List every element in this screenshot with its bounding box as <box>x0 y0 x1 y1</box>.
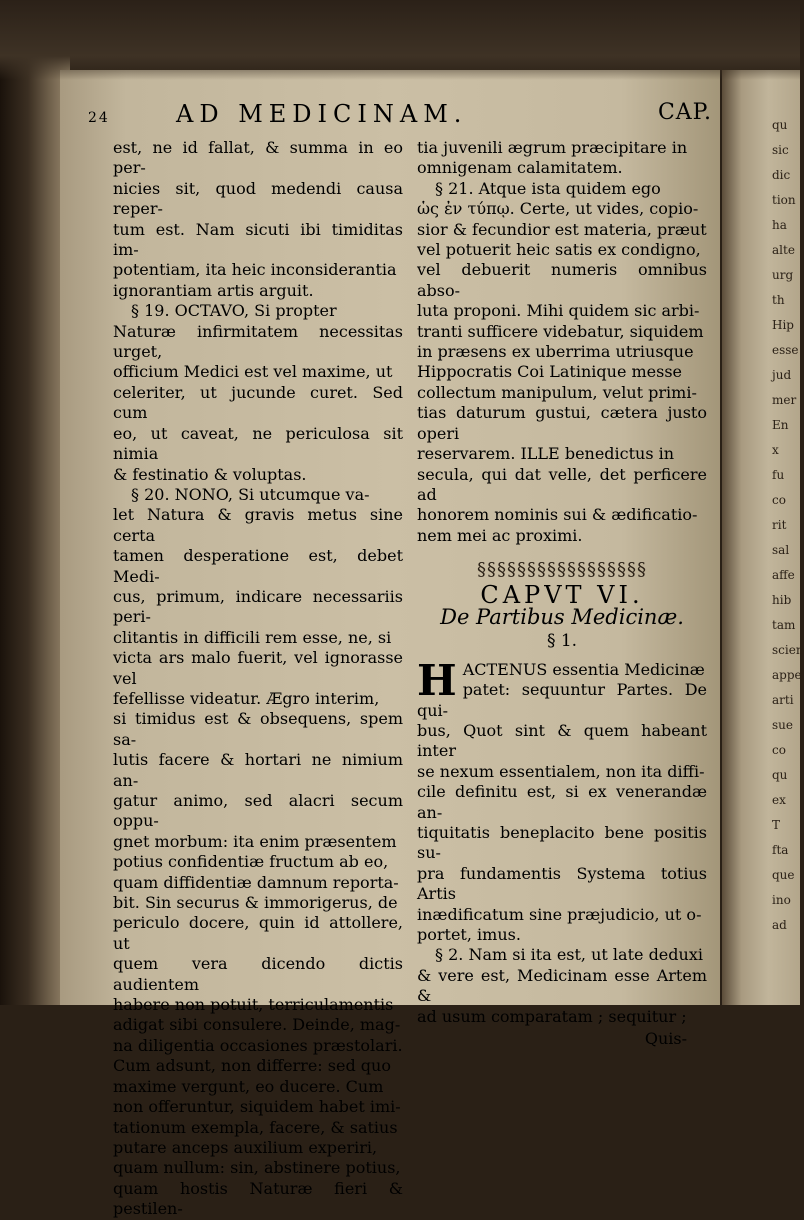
text-line: cus, primum, indicare necessariis peri- <box>113 586 403 627</box>
facing-page-fragment: co <box>772 743 786 757</box>
text-line: lutis facere & hortari ne nimium an- <box>113 750 403 790</box>
facing-page-fragment: fu <box>772 468 785 482</box>
text-line: tiquitatis beneplacito bene positis su- <box>417 823 707 863</box>
chapter-body <box>417 655 707 1027</box>
facing-page-fragment: T <box>772 818 781 832</box>
chapter-reference: CAP. <box>657 100 712 125</box>
text-line: victa ars malo fuerit, vel ignorasse vel <box>113 648 403 688</box>
facing-page-fragment: En <box>772 418 789 432</box>
text-line: quam nullum: sin, abstinere potius, <box>113 1158 401 1178</box>
facing-page-fragment: scien <box>772 643 804 657</box>
facing-page-fragment: tion <box>772 193 796 207</box>
facing-page-fragment: sue <box>772 718 793 732</box>
facing-page-fragment: que <box>772 868 795 882</box>
text-line: quam diffidentiæ damnum reporta- <box>113 872 399 892</box>
decorative-ornament-band: §§§§§§§§§§§§§§§§§ <box>477 559 647 581</box>
text-line: est, ne id fallat, & summa in eo per- <box>113 138 403 178</box>
text-line: gatur animo, sed alacri secum oppu- <box>113 791 403 831</box>
text-line: clitantis in difficili rem esse, ne, si <box>113 627 392 647</box>
text-line: & vere est, Medicinam esse Artem & <box>417 965 707 1006</box>
facing-page-fragment: x <box>772 443 779 457</box>
text-line: tia juvenili ægrum præcipitare in <box>417 138 688 157</box>
text-line: reservarem. ILLE benedictus in <box>417 444 675 464</box>
text-line: putare anceps auxilium experiri, <box>113 1137 378 1157</box>
facing-page-fragment: ino <box>772 893 791 907</box>
facing-page-fragment: affe <box>772 568 795 582</box>
text-line: luta proponi. Mihi quidem sic arbi- <box>417 301 700 321</box>
page-number: 24 <box>88 110 110 126</box>
text-line: honorem nominis sui & ædificatio- <box>417 505 698 525</box>
facing-page-fragment: dic <box>772 168 791 182</box>
facing-page-fragment: sal <box>772 543 790 557</box>
facing-page-fragment: ha <box>772 218 787 232</box>
text-line: § 20. NONO, Si utcumque va- <box>131 484 370 504</box>
chapter-heading: CAPVT VI. <box>480 580 644 609</box>
text-line: potentiam, ita heic inconsiderantia <box>113 260 397 280</box>
facing-page-edge <box>722 70 804 1005</box>
facing-page-fragment: hib <box>772 593 792 607</box>
text-line: patet: sequuntur Partes. De qui- <box>417 680 707 720</box>
text-line: § 2. Nam si ita est, ut late deduxi <box>435 945 703 965</box>
right-text-column <box>417 138 707 1049</box>
text-line: Naturæ infirmitatem necessitas urget, <box>113 321 403 362</box>
text-line: Cum adsunt, non differre: sed quo <box>113 1056 391 1076</box>
text-line: officium Medici est vel maxime, ut <box>113 362 393 382</box>
text-line: pra fundamentis Systema totius Artis <box>417 863 707 904</box>
facing-page-fragment: qu <box>772 118 788 132</box>
facing-page-fragment: arti <box>772 693 794 707</box>
text-line: tias daturum gustui, cætera justo operi <box>417 403 707 443</box>
text-line: ACTENUS essentia Medicinæ <box>462 659 705 679</box>
text-line: let Natura & gravis metus sine certa <box>113 505 403 545</box>
text-line: vel potuerit heic satis ex condigno, <box>417 240 701 260</box>
drop-capital: H <box>417 655 457 705</box>
text-line: tum est. Nam sicuti ibi timiditas im- <box>113 219 403 260</box>
text-line: tranti sufficere videbatur, siquidem <box>417 321 704 341</box>
text-line: si timidus est & obsequens, spem sa- <box>113 709 403 749</box>
right-column-continuation <box>417 138 707 546</box>
text-line: maxime vergunt, eo ducere. Cum <box>113 1076 384 1096</box>
page-header <box>88 100 718 130</box>
text-line: ignorantiam artis arguit. <box>113 280 314 300</box>
facing-page-fragment: alte <box>772 243 795 257</box>
text-line: na diligentia occasiones præstolari. <box>113 1035 403 1055</box>
text-line: periculo docere, quin id attollere, ut <box>113 913 403 953</box>
text-line: vel debuerit numeris omnibus abso- <box>417 260 707 300</box>
top-shadow <box>0 0 800 80</box>
text-line: nem mei ac proximi. <box>417 525 583 545</box>
text-line: non offeruntur, siquidem habet imi- <box>113 1097 401 1117</box>
text-line: habere non potuit, terriculamentis <box>113 995 394 1015</box>
text-line: quam hostis Naturæ fieri & pestilen- <box>113 1178 403 1219</box>
facing-page-fragment: mer <box>772 393 797 407</box>
text-line: eo, ut caveat, ne periculosa sit nimia <box>113 423 403 464</box>
text-line: sior & fecundior est materia, præut <box>417 219 707 239</box>
text-line: quem vera dicendo dictis audientem <box>113 954 403 994</box>
facing-page-fragment: ad <box>772 918 787 932</box>
text-line: Hippocratis Coi Latinique messe <box>417 362 683 382</box>
text-line: portet, imus. <box>417 925 521 945</box>
facing-page-fragment: fta <box>772 843 789 857</box>
text-line: secula, qui dat velle, det perficere ad <box>417 464 707 504</box>
catchword: Quis- <box>644 1029 687 1049</box>
text-line: bus, Quot sint & quem habeant inter <box>417 720 707 761</box>
facing-page-fragment: urg <box>772 268 794 282</box>
facing-page-fragment: esse <box>772 343 799 357</box>
text-line: celeriter, ut jucunde curet. Sed cum <box>113 382 403 423</box>
facing-page-fragment: jud <box>772 368 792 382</box>
text-line: & festinatio & voluptas. <box>113 464 307 484</box>
text-line: collectum manipulum, velut primi- <box>417 382 697 402</box>
text-line: cile definitu est, si ex venerandæ an- <box>417 782 707 822</box>
text-line: § 19. OCTAVO, Si propter <box>131 301 337 321</box>
text-line: in præsens ex uberrima utriusque <box>417 342 694 362</box>
facing-page-fragment: th <box>772 293 785 307</box>
text-line: gnet morbum: ita enim præsentem <box>113 831 397 851</box>
facing-page-fragment: tam <box>772 618 796 632</box>
text-line: ὡς ἐν τύπῳ. Certe, ut vides, copio- <box>417 199 699 219</box>
section-mark: § 1. <box>546 631 578 652</box>
facing-page-fragment: appe <box>772 668 802 682</box>
text-line: tationum exempla, facere, & satius <box>113 1117 398 1137</box>
text-line: § 21. Atque ista quidem ego <box>435 178 661 198</box>
facing-page-fragment: ex <box>772 793 786 807</box>
text-line: nicies sit, quod medendi causa reper- <box>113 178 403 219</box>
text-line: omnigenam calamitatem. <box>417 158 623 178</box>
text-line: inædificatum sine præjudicio, ut o- <box>417 904 702 924</box>
text-line: fefellisse videatur. Ægro interim, <box>113 688 380 708</box>
text-line: bit. Sin securus & immorigerus, de <box>113 893 398 913</box>
text-line: ad usum comparatam ; sequitur ; <box>417 1006 687 1026</box>
text-line: adigat sibi consulere. Deinde, mag- <box>113 1015 401 1035</box>
left-text-column <box>113 138 403 1220</box>
text-line: se nexum essentialem, non ita diffi- <box>417 761 705 781</box>
facing-page-fragment: sic <box>772 143 789 157</box>
facing-page-fragment: co <box>772 493 786 507</box>
running-title: AD MEDICINAM. <box>176 100 468 128</box>
chapter-subtitle: De Partibus Medicinæ. <box>440 604 684 629</box>
text-line: tamen desperatione est, debet Medi- <box>113 546 403 586</box>
facing-page-fragment: qu <box>772 768 788 782</box>
facing-page-fragment: Hip <box>772 318 794 332</box>
text-line: potius confidentiæ fructum ab eo, <box>113 852 389 872</box>
facing-page-fragment: rit <box>772 518 787 532</box>
